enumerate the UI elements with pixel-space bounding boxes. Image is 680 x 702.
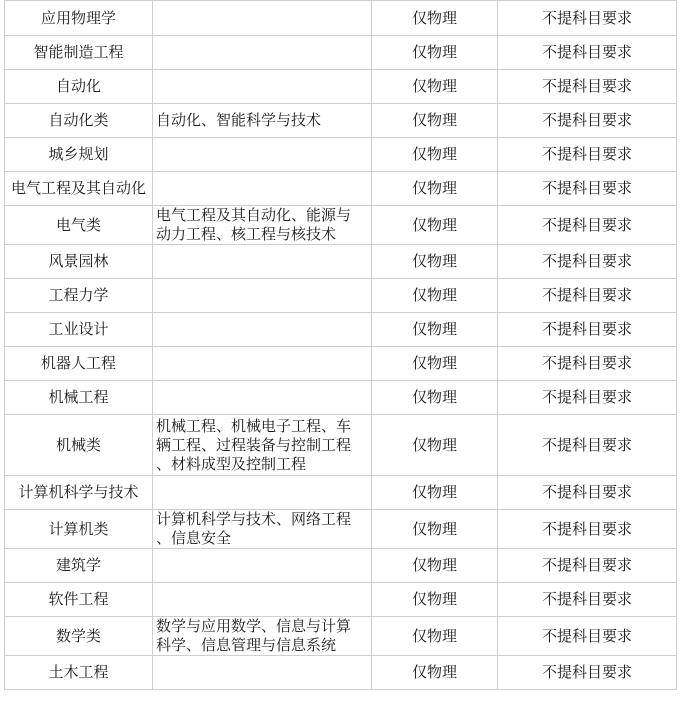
included-majors-cell (153, 381, 372, 415)
included-majors-cell (153, 245, 372, 279)
table-row (5, 617, 677, 656)
subject-requirement-cell: 仅物理 (372, 70, 498, 104)
major-name-cell: 风景园林 (5, 245, 153, 279)
included-majors-cell (153, 104, 372, 138)
table-row (5, 36, 677, 70)
other-requirement-cell: 不提科目要求 (498, 172, 677, 206)
other-requirement-cell: 不提科目要求 (498, 656, 677, 690)
included-majors-cell (153, 583, 372, 617)
table-row (5, 347, 677, 381)
table-row (5, 415, 677, 476)
table-row (5, 583, 677, 617)
other-requirement-cell: 不提科目要求 (498, 415, 677, 476)
subject-requirement-cell: 仅物理 (372, 415, 498, 476)
subject-requirement-cell: 仅物理 (372, 656, 498, 690)
major-name-cell: 计算机科学与技术 (5, 476, 153, 510)
table-row (5, 138, 677, 172)
other-requirement-cell: 不提科目要求 (498, 138, 677, 172)
included-majors-cell (153, 172, 372, 206)
major-name-cell: 电气类 (5, 206, 153, 245)
included-majors-cell (153, 656, 372, 690)
subject-requirement-cell: 仅物理 (372, 510, 498, 549)
other-requirement-cell: 不提科目要求 (498, 510, 677, 549)
included-majors-cell (153, 1, 372, 36)
included-majors-cell (153, 476, 372, 510)
included-majors-line: 辆工程、过程装备与控制工程 (156, 435, 352, 454)
included-majors-line: 数学与应用数学、信息与计算 (156, 617, 352, 635)
included-majors-cell (153, 617, 372, 656)
subject-requirement-cell: 仅物理 (372, 617, 498, 656)
other-requirement-cell: 不提科目要求 (498, 70, 677, 104)
table-body (5, 1, 677, 690)
other-requirement-cell: 不提科目要求 (498, 549, 677, 583)
other-requirement-cell: 不提科目要求 (498, 583, 677, 617)
table-row (5, 206, 677, 245)
subject-requirement-cell: 仅物理 (372, 381, 498, 415)
subject-requirement-cell: 仅物理 (372, 347, 498, 381)
included-majors-line: 科学、信息管理与信息系统 (156, 636, 337, 654)
subject-requirement-cell: 仅物理 (372, 172, 498, 206)
major-name-cell: 智能制造工程 (5, 36, 153, 70)
table-row (5, 656, 677, 690)
other-requirement-cell: 不提科目要求 (498, 245, 677, 279)
included-majors-line: 电气工程及其自动化、能源与 (156, 206, 352, 224)
table-row (5, 381, 677, 415)
other-requirement-cell: 不提科目要求 (498, 104, 677, 138)
major-name-cell: 数学类 (5, 617, 153, 656)
included-majors-line: 、材料成型及控制工程 (156, 454, 307, 473)
major-name-cell: 电气工程及其自动化 (5, 172, 153, 206)
major-name-cell: 机械工程 (5, 381, 153, 415)
table-row (5, 549, 677, 583)
major-name-cell: 工业设计 (5, 313, 153, 347)
included-majors-cell (153, 549, 372, 583)
other-requirement-cell: 不提科目要求 (498, 1, 677, 36)
major-name-cell: 软件工程 (5, 583, 153, 617)
table-row (5, 313, 677, 347)
subject-requirement-cell: 仅物理 (372, 104, 498, 138)
table-row (5, 104, 677, 138)
other-requirement-cell: 不提科目要求 (498, 36, 677, 70)
included-majors-cell (153, 347, 372, 381)
table-row (5, 279, 677, 313)
subject-requirement-cell: 仅物理 (372, 1, 498, 36)
major-name-cell: 建筑学 (5, 549, 153, 583)
included-majors-cell (153, 138, 372, 172)
table-row (5, 70, 677, 104)
major-name-cell: 城乡规划 (5, 138, 153, 172)
included-majors-line: 、信息安全 (156, 529, 232, 547)
major-name-cell: 机器人工程 (5, 347, 153, 381)
included-majors-line: 计算机科学与技术、网络工程 (156, 510, 352, 528)
table-row (5, 476, 677, 510)
subject-requirement-cell: 仅物理 (372, 245, 498, 279)
other-requirement-cell: 不提科目要求 (498, 381, 677, 415)
included-majors-line: 自动化、智能科学与技术 (156, 111, 322, 129)
included-majors-cell (153, 510, 372, 549)
subject-requirement-cell: 仅物理 (372, 476, 498, 510)
included-majors-cell (153, 36, 372, 70)
other-requirement-cell: 不提科目要求 (498, 206, 677, 245)
subject-requirements-table (4, 0, 677, 690)
major-name-cell: 工程力学 (5, 279, 153, 313)
major-name-cell: 计算机类 (5, 510, 153, 549)
major-name-cell: 自动化 (5, 70, 153, 104)
included-majors-cell (153, 415, 372, 476)
subject-requirement-cell: 仅物理 (372, 206, 498, 245)
major-name-cell: 机械类 (5, 415, 153, 476)
other-requirement-cell: 不提科目要求 (498, 313, 677, 347)
subject-requirement-cell: 仅物理 (372, 138, 498, 172)
included-majors-cell (153, 279, 372, 313)
other-requirement-cell: 不提科目要求 (498, 476, 677, 510)
table-row (5, 245, 677, 279)
included-majors-line: 机械工程、机械电子工程、车 (156, 416, 352, 435)
subject-requirement-cell: 仅物理 (372, 583, 498, 617)
subject-requirement-cell: 仅物理 (372, 36, 498, 70)
table-row (5, 172, 677, 206)
included-majors-cell (153, 206, 372, 245)
table-row (5, 510, 677, 549)
included-majors-cell (153, 313, 372, 347)
major-name-cell: 土木工程 (5, 656, 153, 690)
other-requirement-cell: 不提科目要求 (498, 617, 677, 656)
subject-requirement-cell: 仅物理 (372, 313, 498, 347)
subject-requirement-cell: 仅物理 (372, 549, 498, 583)
included-majors-line: 动力工程、核工程与核技术 (156, 225, 337, 243)
major-name-cell: 自动化类 (5, 104, 153, 138)
major-name-cell: 应用物理学 (5, 1, 153, 36)
table-row (5, 1, 677, 36)
subject-requirement-cell: 仅物理 (372, 279, 498, 313)
other-requirement-cell: 不提科目要求 (498, 347, 677, 381)
other-requirement-cell: 不提科目要求 (498, 279, 677, 313)
included-majors-cell (153, 70, 372, 104)
